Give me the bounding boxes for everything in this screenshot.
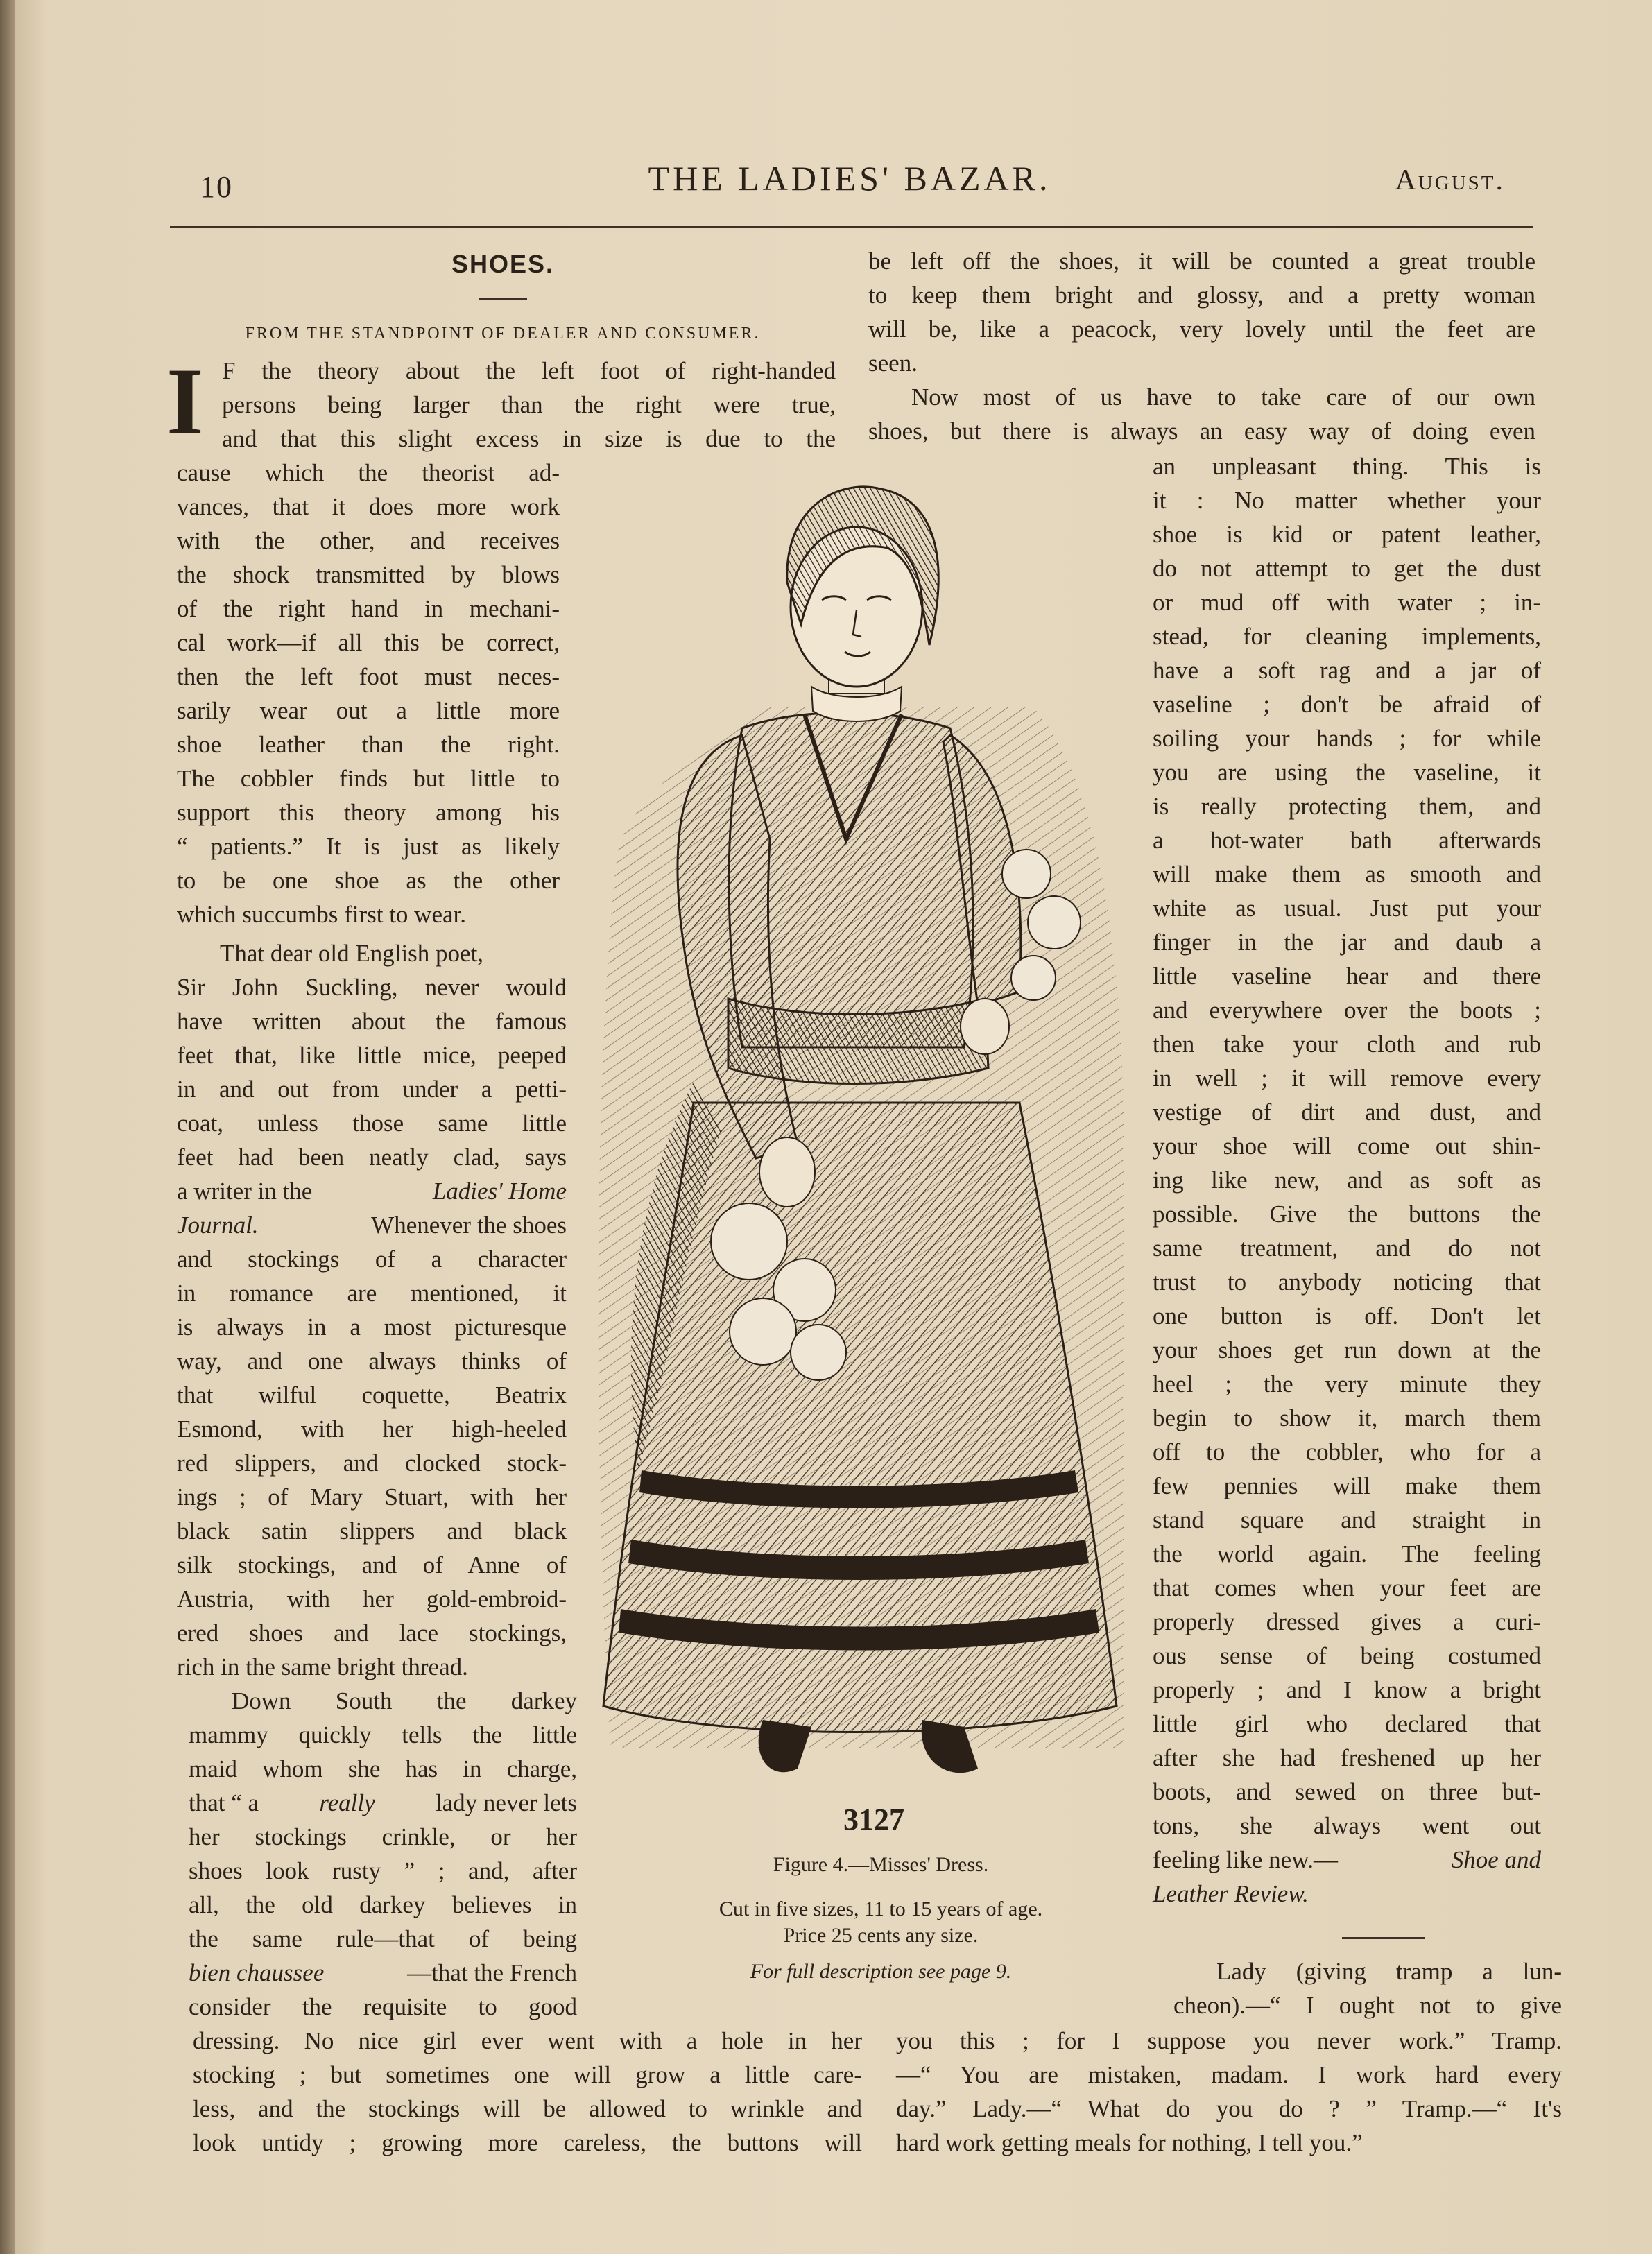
text-line: day.” Lady.—“ What do you do ? ” Tramp.—“ It's xyxy=(896,2095,1562,2122)
text-line: white as usual. Just put your xyxy=(1153,895,1541,922)
text-line: and that this slight excess in size is due to the xyxy=(222,425,836,452)
text-line: cal work—if all this be correct, xyxy=(177,629,560,656)
page-number: 10 xyxy=(200,170,233,204)
figure-reference: For full description see page 9. xyxy=(750,1960,1012,1983)
text-line: to keep them bright and glossy, and a pretty woman xyxy=(868,282,1535,309)
text-line: then take your cloth and rub xyxy=(1153,1031,1541,1058)
text-line: and stockings of a character xyxy=(177,1246,567,1273)
text-line: off to the cobbler, who for a xyxy=(1153,1438,1541,1465)
text-line xyxy=(177,1208,567,1242)
italic-title: Journal. xyxy=(177,1212,259,1239)
para3-column xyxy=(189,1684,577,2024)
figure-price: Price 25 cents any size. xyxy=(783,1924,979,1947)
text-line: silk stockings, and of Anne of xyxy=(177,1551,567,1578)
publication-title: THE LADIES' BAZAR. xyxy=(648,159,1051,198)
figure-sizes: Cut in five sizes, 11 to 15 years of age. xyxy=(719,1898,1043,1920)
header-rule xyxy=(170,226,1533,228)
text-line: your shoe will come out shin- xyxy=(1153,1133,1541,1160)
text-span: lady never lets xyxy=(435,1789,577,1816)
text-line: feet that, like little mice, peeped xyxy=(177,1042,567,1069)
italic-title: Ladies' Home xyxy=(432,1178,567,1205)
text-line xyxy=(189,1956,577,1990)
text-line: cheon).—“ I ought not to give xyxy=(1173,1992,1562,2019)
text-line: then the left foot must neces- xyxy=(177,663,560,690)
text-line: seen. xyxy=(868,350,918,377)
text-line: dressing. No nice girl ever went with a hole in her xyxy=(193,2027,862,2054)
italic-phrase: bien chaussee xyxy=(189,1959,325,1986)
anecdote-bottom xyxy=(896,2024,1562,2160)
text-line: do not attempt to get the dust xyxy=(1153,555,1541,582)
text-line: you this ; for I suppose you never work.” Tramp. xyxy=(896,2027,1562,2054)
title-divider xyxy=(479,298,527,300)
text-line: Sir John Suckling, never would xyxy=(177,974,567,1001)
text-line: ings ; of Mary Stuart, with her xyxy=(177,1483,567,1511)
para1-column xyxy=(177,456,560,931)
text-line: shoe is kid or patent leather, xyxy=(1153,521,1541,548)
text-line: less, and the stockings will be allowed to wrinkle and xyxy=(193,2095,862,2122)
figure-caption: Figure 4.—Misses' Dress. xyxy=(773,1853,989,1876)
text-line: shoes, but there is always an easy way of doing even xyxy=(868,418,1535,445)
text-line: the same rule—that of being xyxy=(189,1925,577,1952)
pattern-number: 3127 xyxy=(843,1803,904,1836)
text-line: her stockings crinkle, or her xyxy=(189,1823,577,1850)
text-line: the shock transmitted by blows xyxy=(177,561,560,588)
text-span: —that the French xyxy=(407,1959,577,1986)
text-line: look untidy ; growing more careless, the buttons will xyxy=(193,2129,862,2156)
text-line: That dear old English poet, xyxy=(220,940,484,967)
text-line: black satin slippers and black xyxy=(177,1517,567,1545)
text-line: few pennies will make them xyxy=(1153,1472,1541,1499)
text-line: stocking ; but sometimes one will grow a little care- xyxy=(193,2061,862,2088)
para2-column xyxy=(177,936,567,1684)
dress-illustration xyxy=(590,479,1130,1817)
text-line: The cobbler finds but little to xyxy=(177,765,560,792)
text-line: sarily wear out a little more xyxy=(177,697,560,724)
text-line: Now most of us have to take care of our own xyxy=(911,384,1535,411)
text-span: that “ a xyxy=(189,1789,259,1816)
text-line: support this theory among his xyxy=(177,799,560,826)
text-line: is always in a most picturesque xyxy=(177,1314,567,1341)
para1-top xyxy=(222,354,836,456)
text-line: and everywhere over the boots ; xyxy=(1153,997,1541,1024)
text-line: to be one shoe as the other xyxy=(177,867,560,894)
text-line: have a soft rag and a jar of xyxy=(1153,657,1541,684)
text-line: little vaseline hear and there xyxy=(1153,963,1541,990)
text-line: you are using the vaseline, it xyxy=(1153,759,1541,786)
text-line: feet had been neatly clad, says xyxy=(177,1144,567,1171)
text-line xyxy=(1153,1843,1541,1877)
text-line: your shoes get run down at the xyxy=(1153,1336,1541,1363)
text-line: possible. Give the buttons the xyxy=(1153,1201,1541,1228)
text-line: soiling your hands ; for while xyxy=(1153,725,1541,752)
text-line: ous sense of being costumed xyxy=(1153,1642,1541,1669)
anecdote-column xyxy=(1173,1954,1562,2022)
text-line: an unpleasant thing. This is xyxy=(1153,453,1541,480)
drop-cap: I xyxy=(166,348,204,454)
figure-details xyxy=(638,1896,1124,1949)
issue-month: August. xyxy=(1395,164,1505,196)
text-line: trust to anybody noticing that xyxy=(1153,1268,1541,1296)
right-column-top xyxy=(868,244,1535,448)
text-line: ered shoes and lace stockings, xyxy=(177,1619,567,1646)
section-divider xyxy=(1342,1937,1425,1939)
text-line: heel ; the very minute they xyxy=(1153,1370,1541,1397)
text-line: Leather Review. xyxy=(1153,1880,1309,1907)
text-line: boots, and sewed on three but- xyxy=(1153,1778,1541,1805)
text-line: that comes when your feet are xyxy=(1153,1574,1541,1601)
text-line: vances, that it does more work xyxy=(177,493,560,520)
text-line xyxy=(189,1786,577,1820)
text-line: which succumbs first to wear. xyxy=(177,901,466,928)
text-line: ing like new, and as soft as xyxy=(1153,1167,1541,1194)
text-line: will be, like a peacock, very lovely until the feet are xyxy=(868,316,1535,343)
text-line: Austria, with her gold-embroid- xyxy=(177,1585,567,1612)
text-line: shoes look rusty ” ; and, after xyxy=(189,1857,577,1884)
text-line: coat, unless those same little xyxy=(177,1110,567,1137)
text-line: little girl who declared that xyxy=(1153,1710,1541,1737)
text-line: mammy quickly tells the little xyxy=(189,1721,577,1748)
text-line: all, the old darkey believes in xyxy=(189,1891,577,1918)
text-line: F the theory about the left foot of right-handed xyxy=(222,357,836,384)
text-line: tons, she always went out xyxy=(1153,1812,1541,1839)
text-line: one button is off. Don't let xyxy=(1153,1302,1541,1330)
text-line: it : No matter whether your xyxy=(1153,487,1541,514)
text-line: will make them as smooth and xyxy=(1153,861,1541,888)
text-line: is really protecting them, and xyxy=(1153,793,1541,820)
text-line: Down South the darkey xyxy=(232,1687,577,1714)
text-span: Whenever the shoes xyxy=(371,1212,567,1239)
text-line: Lady (giving tramp a lun- xyxy=(1216,1958,1562,1985)
text-line: “ patients.” It is just as likely xyxy=(177,833,560,860)
text-line: vaseline ; don't be afraid of xyxy=(1153,691,1541,718)
text-line: cause which the theorist ad- xyxy=(177,459,560,486)
text-line xyxy=(177,1174,567,1208)
page-binding-edge xyxy=(0,0,15,2254)
text-line: red slippers, and clocked stock- xyxy=(177,1449,567,1477)
text-line: in romance are mentioned, it xyxy=(177,1280,567,1307)
text-line: stand square and straight in xyxy=(1153,1506,1541,1533)
text-line: maid whom she has in charge, xyxy=(189,1755,577,1782)
text-line: or mud off with water ; in- xyxy=(1153,589,1541,616)
text-line: be left off the shoes, it will be counted a great trouble xyxy=(868,248,1535,275)
page-header xyxy=(166,158,1533,214)
dress-engraving xyxy=(590,479,1130,1817)
text-line: rich in the same bright thread. xyxy=(177,1653,468,1680)
article-title: SHOES. xyxy=(451,250,555,278)
text-line: —“ You are mistaken, madam. I work hard every xyxy=(896,2061,1562,2088)
para3-bottom xyxy=(193,2024,862,2160)
text-line: consider the requisite to good xyxy=(189,1993,577,2020)
text-line: persons being larger than the right were true, xyxy=(222,391,836,418)
text-line: have written about the famous xyxy=(177,1008,567,1035)
text-line: same treatment, and do not xyxy=(1153,1234,1541,1262)
text-span: a writer in the xyxy=(177,1178,313,1205)
right-column xyxy=(1153,449,1541,1911)
text-line: that wilful coquette, Beatrix xyxy=(177,1382,567,1409)
text-line: hard work getting meals for nothing, I tell you.” xyxy=(896,2129,1363,2156)
text-line: in well ; it will remove every xyxy=(1153,1065,1541,1092)
text-line: with the other, and receives xyxy=(177,527,560,554)
text-line: stead, for cleaning implements, xyxy=(1153,623,1541,650)
text-line: Esmond, with her high-heeled xyxy=(177,1416,567,1443)
text-line: after she had freshened up her xyxy=(1153,1744,1541,1771)
text-line: way, and one always thinks of xyxy=(177,1348,567,1375)
text-line: begin to show it, march them xyxy=(1153,1404,1541,1431)
text-line: a hot-water bath afterwards xyxy=(1153,827,1541,854)
italic-source: Shoe and xyxy=(1451,1846,1541,1873)
text-span: feeling like new.— xyxy=(1153,1846,1338,1873)
text-line: finger in the jar and daub a xyxy=(1153,929,1541,956)
text-line: vestige of dirt and dust, and xyxy=(1153,1099,1541,1126)
text-line: properly ; and I know a bright xyxy=(1153,1676,1541,1703)
text-line: properly dressed gives a curi- xyxy=(1153,1608,1541,1635)
text-line: of the right hand in mechani- xyxy=(177,595,560,622)
text-line: in and out from under a petti- xyxy=(177,1076,567,1103)
text-line: the world again. The feeling xyxy=(1153,1540,1541,1567)
text-line: shoe leather than the right. xyxy=(177,731,560,758)
article-subtitle: FROM THE STANDPOINT OF DEALER AND CONSUMER. xyxy=(245,325,761,343)
italic-word: really xyxy=(319,1789,375,1816)
